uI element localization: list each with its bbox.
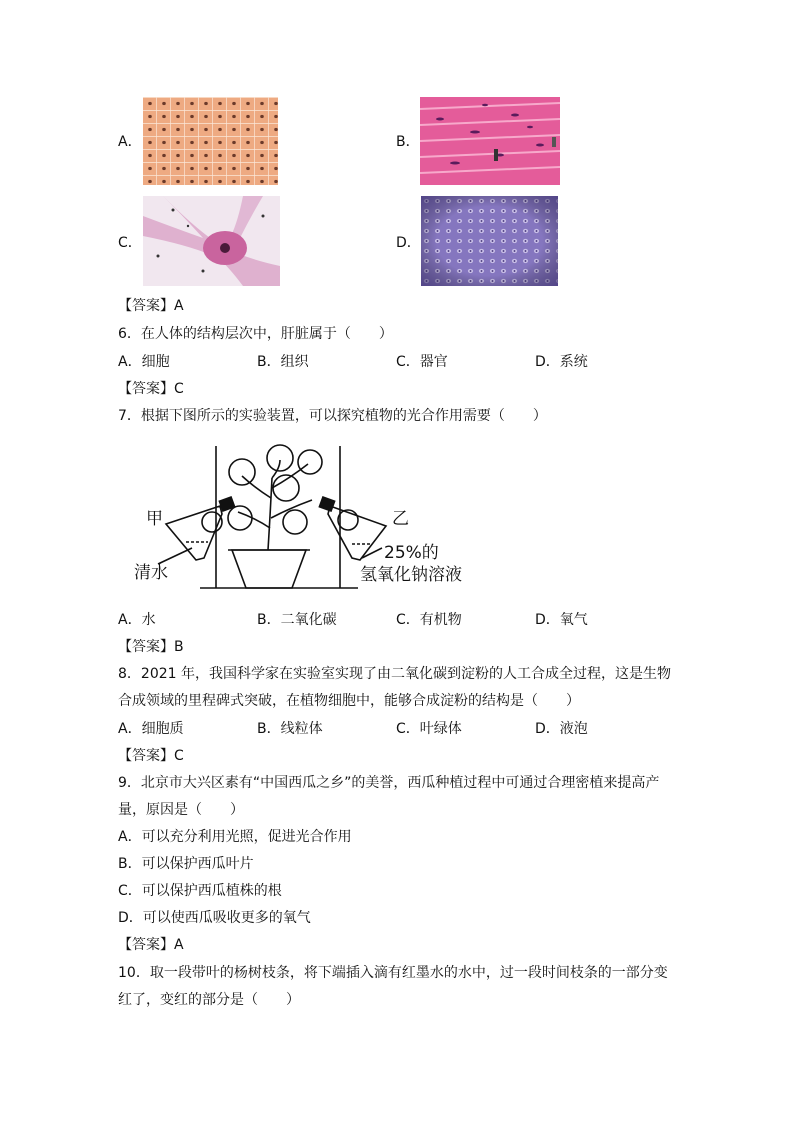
label-jia: 甲 — [146, 509, 163, 529]
q7-stem: 7．根据下图所示的实验装置，可以探究植物的光合作用需要（ ） — [118, 408, 547, 424]
q8-option-d: D．液泡 — [535, 721, 588, 737]
label-concentration: 25%的 — [384, 543, 439, 563]
q9-option-d: D．可以使西瓜吸收更多的氧气 — [118, 910, 311, 926]
q9-option-c: C．可以保护西瓜植株的根 — [118, 883, 282, 899]
q5-answer: 【答案】A — [118, 298, 184, 314]
q6-option-a: A．细胞 — [118, 354, 170, 370]
q7-option-a: A．水 — [118, 612, 156, 628]
option-c-label: C． — [118, 235, 142, 251]
epithelial-tissue-image — [143, 97, 278, 185]
connective-tissue-image — [421, 196, 558, 286]
q9-stem-line-2: 量，原因是（ ） — [118, 802, 244, 818]
label-yi: 乙 — [392, 509, 409, 529]
q6-stem: 6．在人体的结构层次中，肝脏属于（ ） — [118, 326, 393, 342]
q8-stem-line-2: 合成领域的里程碑式突破，在植物细胞中，能够合成淀粉的结构是（ ） — [118, 693, 580, 709]
nerve-cell-image — [143, 196, 280, 286]
q7-answer: 【答案】B — [118, 639, 184, 655]
q8-option-b: B．线粒体 — [257, 721, 323, 737]
q10-stem-line-2: 红了，变红的部分是（ ） — [118, 992, 300, 1008]
option-b-label: B． — [396, 134, 420, 150]
q8-option-a: A．细胞质 — [118, 721, 184, 737]
q8-answer: 【答案】C — [118, 748, 184, 764]
q7-option-b: B．二氧化碳 — [257, 612, 337, 628]
muscle-tissue-image — [420, 97, 560, 185]
label-water: 清水 — [134, 563, 168, 583]
q9-option-a: A．可以充分利用光照，促进光合作用 — [118, 829, 352, 845]
q8-option-c: C．叶绿体 — [396, 721, 462, 737]
q6-option-b: B．组织 — [257, 354, 309, 370]
q7-option-d: D．氧气 — [535, 612, 588, 628]
q7-option-c: C．有机物 — [396, 612, 462, 628]
option-a-label: A． — [118, 134, 142, 150]
experiment-diagram — [130, 438, 490, 593]
q6-option-d: D．系统 — [535, 354, 588, 370]
q9-answer: 【答案】A — [118, 937, 184, 953]
option-d-label: D． — [396, 235, 421, 251]
q8-stem-line-1: 8．2021 年，我国科学家在实验室实现了由二氧化碳到淀粉的人工合成全过程，这是生物 — [118, 666, 671, 682]
q6-option-c: C．器官 — [396, 354, 448, 370]
q9-stem-line-1: 9．北京市大兴区素有“中国西瓜之乡”的美誉，西瓜种植过程中可通过合理密植来提高产 — [118, 775, 660, 791]
label-naoh-solution: 氢氧化钠溶液 — [360, 565, 462, 585]
q9-option-b: B．可以保护西瓜叶片 — [118, 856, 254, 872]
q6-answer: 【答案】C — [118, 381, 184, 397]
q10-stem-line-1: 10．取一段带叶的杨树枝条，将下端插入滴有红墨水的水中，过一段时间枝条的一部分变 — [118, 965, 668, 981]
